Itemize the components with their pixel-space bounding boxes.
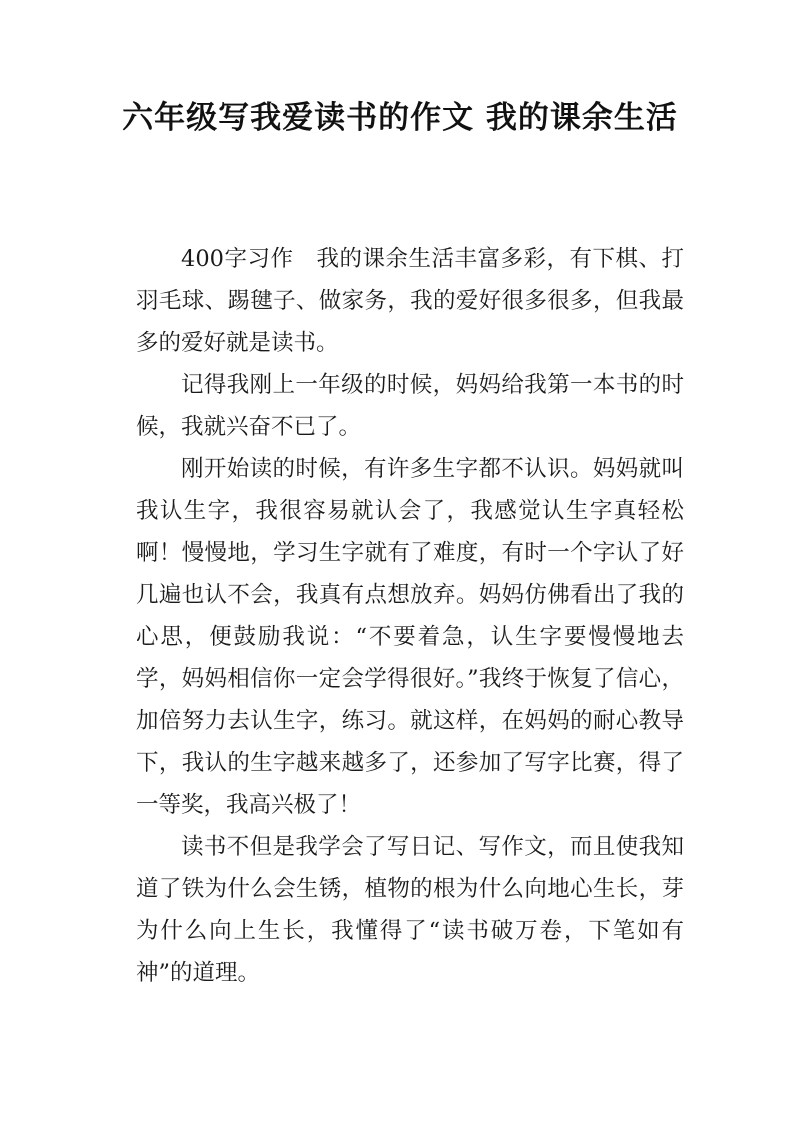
document-title: 六年级写我爱读书的作文 我的课余生活 (122, 100, 678, 136)
paragraph-3: 刚开始读的时候，有许多生字都不认识。妈妈就叫我认生字，我很容易就认会了，我感觉认生字真轻松啊！慢慢地，学习生字就有了难度，有时一个字认了好几遍也认不会，我真有点想放弃。妈妈仿佛看出了我的心思，便鼓励我说：“不要着急，认生字要慢慢地去学，妈妈相信你一定会学得很好。”我终于恢复了信心，加倍努力去认生字，练习。就这样，在妈妈的耐心教导下，我认的生字越来越多了，还参加了写字比赛，得了一等奖，我高兴极了！ (136, 456, 684, 818)
paragraph-1: 400字习作 我的课余生活丰富多彩，有下棋、打羽毛球、踢毽子、做家务，我的爱好很多很多，但我最多的爱好就是读书。 (136, 246, 684, 356)
document-body (136, 238, 684, 994)
paragraph-2: 记得我刚上一年级的时候，妈妈给我第一本书的时候，我就兴奋不已了。 (136, 372, 684, 440)
paragraph-4: 读书不但是我学会了写日记、写作文，而且使我知道了铁为什么会生锈，植物的根为什么向地心生长，芽为什么向上生长，我懂得了“读书破万卷，下笔如有神”的道理。 (136, 834, 684, 986)
